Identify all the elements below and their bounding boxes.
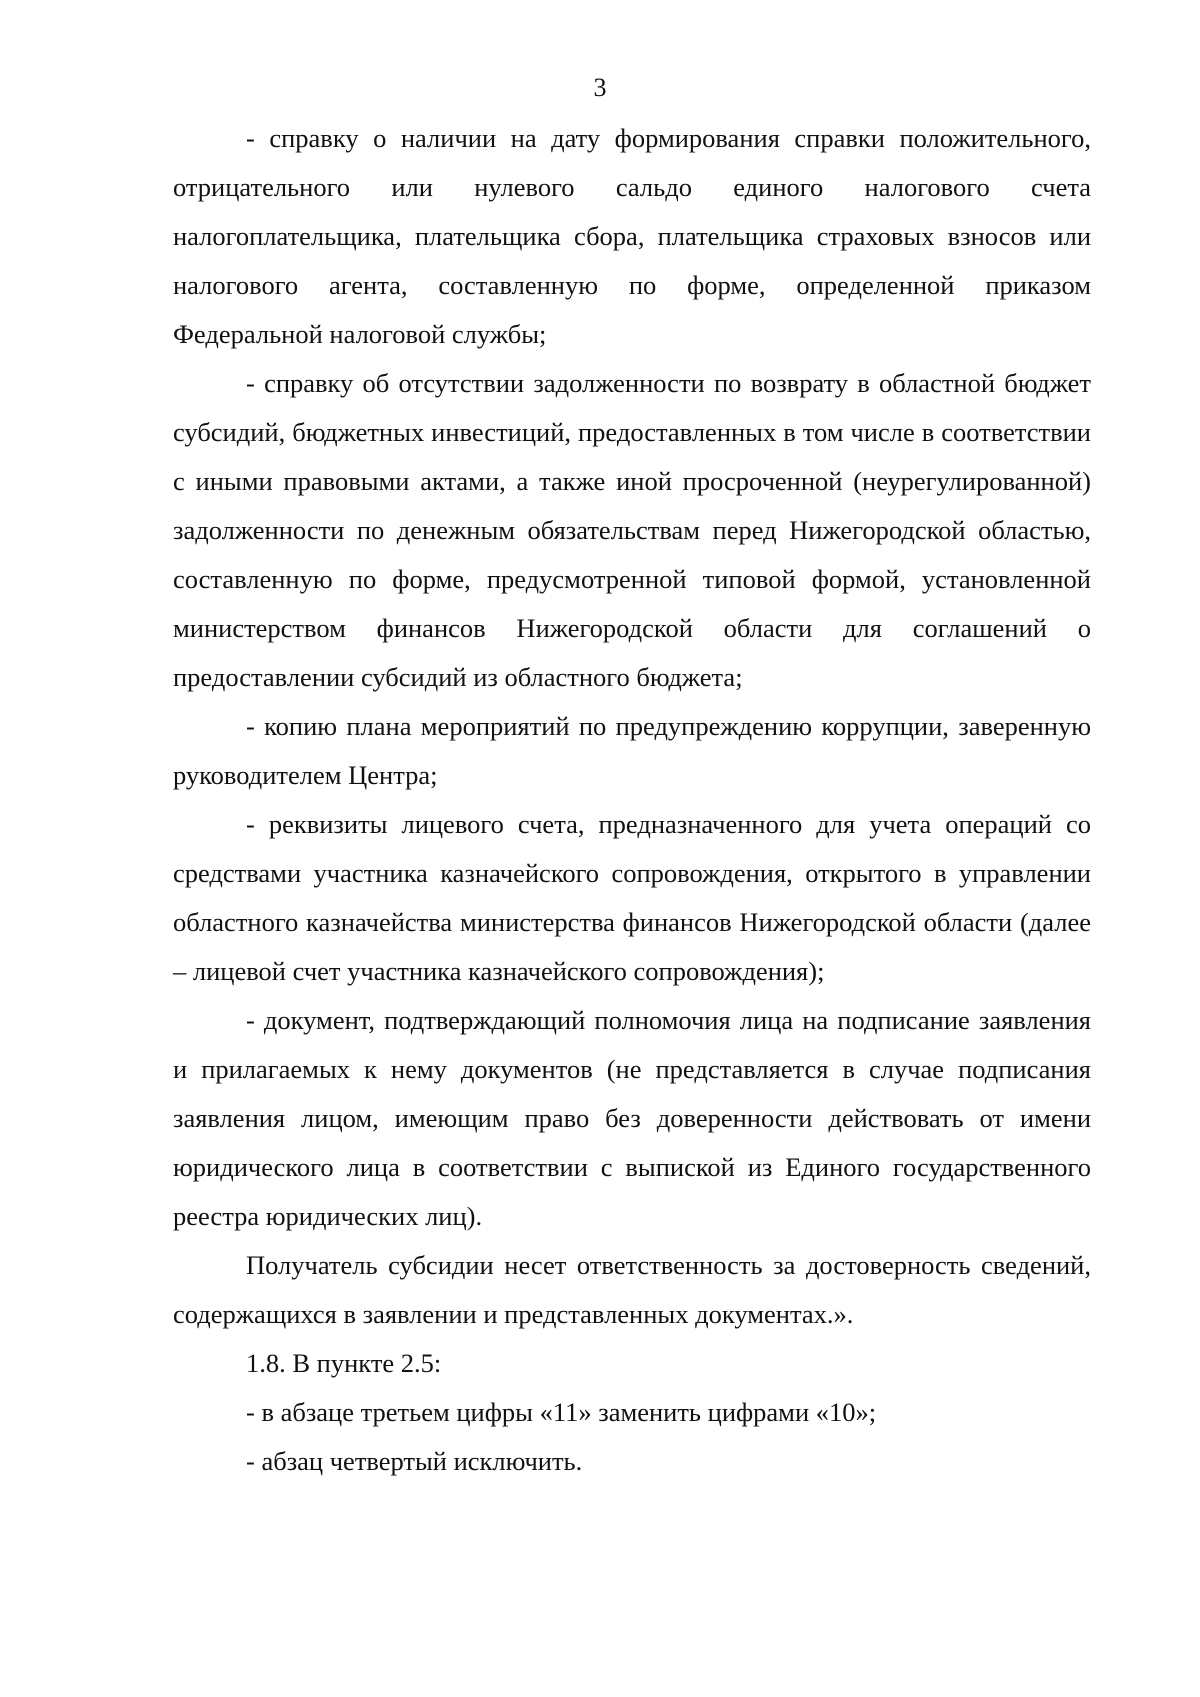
paragraph-anticorruption-plan: - копию плана мероприятий по предупреждению коррупции, заверенную руководителем Центра;: [173, 711, 1091, 790]
paragraph-exclude-fourth: - абзац четвертый исключить.: [246, 1446, 583, 1476]
document-body: [173, 114, 1091, 1486]
paragraph-clause-heading: 1.8. В пункте 2.5:: [246, 1348, 442, 1378]
paragraph-balance-certificate: - справку о наличии на дату формирования справки положительного, отрицательного или нулевого сальдо единого налогового счета налогоплательщика, плательщика сбора, плательщика страховых взносов или налогового агента, составленную по форме, определенной приказом Федеральной налоговой службы;: [173, 123, 1091, 349]
page-number: 3: [593, 73, 607, 102]
paragraph-replace-digits: - в абзаце третьем цифры «11» заменить цифрами «10»;: [246, 1397, 877, 1427]
paragraph-debt-certificate: - справку об отсутствии задолженности по возврату в областной бюджет субсидий, бюджетных инвестиций, предоставленных в том числе в соответствии с иными правовыми актами, а также иной просроченной (неурегулированной) задолженности по денежным обязательствам перед Нижегородской областью, составленную по форме, предусмотренной типовой формой, установленной министерством финансов Нижегородской области для соглашений о предоставлении субсидий из областного бюджета;: [173, 368, 1091, 692]
paragraph-account-details: - реквизиты лицевого счета, предназначенного для учета операций со средствами участника казначейского сопровождения, открытого в управлении областного казначейства министерства финансов Нижегородской области (далее – лицевой счет участника казначейского сопровождения);: [173, 809, 1091, 986]
paragraph-authority-document: - документ, подтверждающий полномочия лица на подписание заявления и прилагаемых к нему документов (не представляется в случае подписания заявления лицом, имеющим право без доверенности действовать от имени юридического лица в соответствии с выпиской из Единого государственного реестра юридических лиц).: [173, 1005, 1091, 1231]
paragraph-recipient-responsibility: Получатель субсидии несет ответственность за достоверность сведений, содержащихся в заявлении и представленных документах.».: [173, 1250, 1091, 1329]
